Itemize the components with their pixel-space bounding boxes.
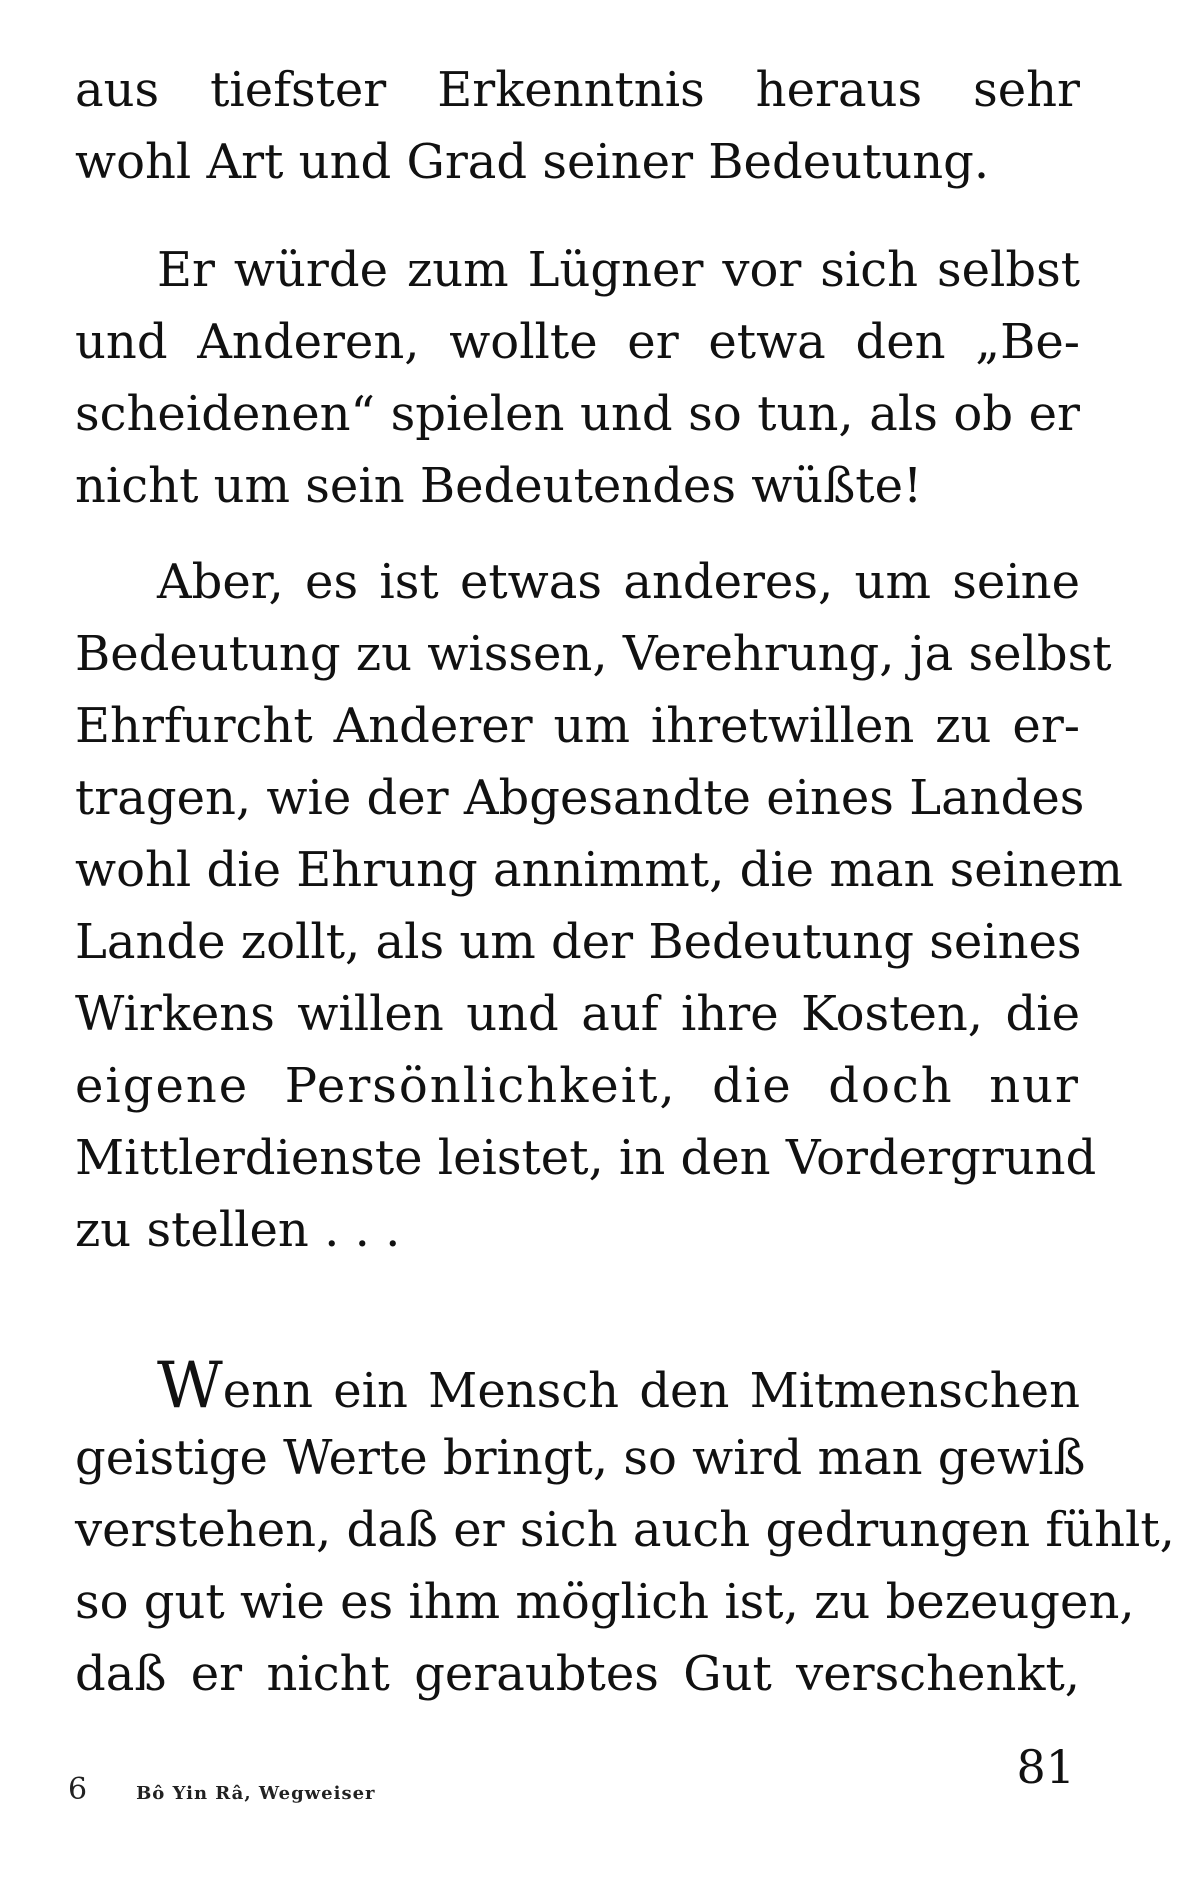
text-line: Mittlerdienste leistet, in den Vordergrund	[75, 1130, 1097, 1186]
text-line: Lande zollt, als um der Bedeutung seines	[75, 914, 1082, 970]
text-line-with-dropcap	[75, 1350, 1080, 1422]
paragraph-significance	[75, 546, 1123, 1266]
page-number: 81	[1016, 1740, 1075, 1794]
text-line: und Anderen, wollte er etwa den „Be-	[75, 314, 1080, 370]
text-line: wohl Art und Grad seiner Bedeutung.	[75, 134, 990, 190]
text-line: Ehrfurcht Anderer um ihretwillen zu er-	[75, 698, 1080, 754]
text-line: eigene Persönlichkeit, die doch nur	[75, 1058, 1080, 1114]
text-line: Wirkens willen und auf ihre Kosten, die	[75, 986, 1080, 1042]
drop-cap: W	[157, 1349, 223, 1423]
text-line-rest: enn ein Mensch den Mitmenschen	[222, 1363, 1080, 1419]
text-line: verstehen, daß er sich auch gedrungen fühlt,	[75, 1502, 1175, 1558]
text-line: tragen, wie der Abgesandte eines Landes	[75, 770, 1085, 826]
text-line: so gut wie es ihm möglich ist, zu bezeugen,	[75, 1574, 1135, 1630]
paragraph-continuation	[75, 54, 1080, 198]
text-line: daß er nicht geraubtes Gut verschenkt,	[75, 1646, 1080, 1702]
text-line: Er würde zum Lügner vor sich selbst	[157, 242, 1080, 298]
text-line: wohl die Ehrung annimmt, die man seinem	[75, 842, 1123, 898]
signature-text: Bô Yin Râ, Wegweiser	[136, 1783, 376, 1804]
text-line: Aber, es ist etwas anderes, um seine	[157, 554, 1080, 610]
paragraph-liar	[75, 234, 1080, 522]
signature-number: 6	[68, 1772, 88, 1807]
text-line: aus tiefster Erkenntnis heraus sehr	[75, 62, 1080, 118]
paragraph-new-section	[75, 1349, 1175, 1710]
text-line: nicht um sein Bedeutendes wüßte!	[75, 458, 923, 514]
text-line: Bedeutung zu wissen, Verehrung, ja selbst	[75, 626, 1112, 682]
printer-signature	[68, 1772, 376, 1807]
text-line: zu stellen . . .	[75, 1202, 401, 1258]
text-line: scheidenen“ spielen und so tun, als ob er	[75, 386, 1080, 442]
text-line: geistige Werte bringt, so wird man gewiß	[75, 1430, 1086, 1486]
